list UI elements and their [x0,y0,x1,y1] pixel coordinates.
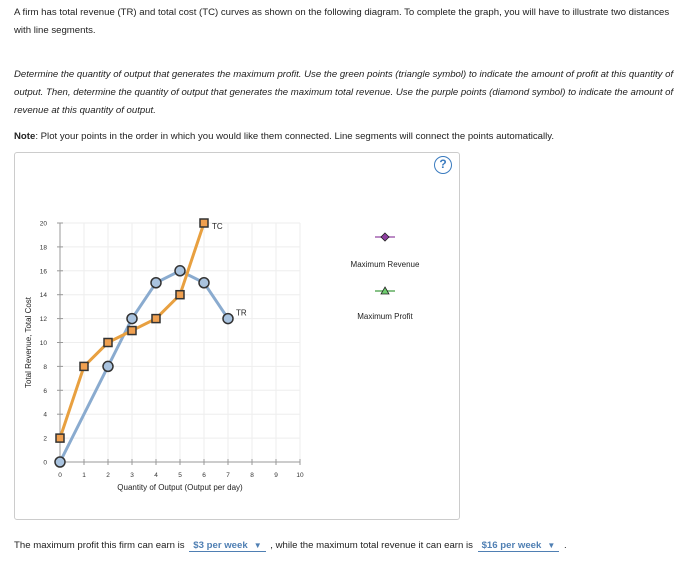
legend-max-revenue-label: Maximum Revenue [350,260,420,269]
tc-point [80,362,88,370]
x-tick-label: 8 [250,472,254,479]
profit-dropdown[interactable] [189,540,265,552]
y-tick-label: 2 [43,435,47,443]
tc-point [128,327,136,335]
note-label: Note [14,131,36,142]
series-label-tr: TR [236,308,247,318]
y-tick-label: 12 [39,316,47,324]
profit-dropdown-value: $3 per week [193,540,248,551]
x-tick-label: 7 [226,472,230,479]
tc-point [152,315,160,323]
y-tick-label: 16 [39,268,47,276]
answer-suffix: . [563,540,567,551]
answer-sentence [14,540,567,552]
x-tick-label: 2 [106,472,110,479]
x-tick-label: 5 [178,472,182,479]
tr-point [199,278,209,288]
tc-point [56,434,64,442]
help-icon[interactable]: ? [434,156,452,174]
tr-point [151,278,161,288]
y-tick-label: 6 [43,387,47,395]
tr-point [127,314,137,324]
note-body: : Plot your points in the order in which you would like them connected. Line segments will connect the points automatically. [35,131,555,142]
x-tick-label: 0 [58,472,62,479]
revenue-dropdown[interactable] [478,540,560,552]
intro-text: A firm has total revenue (TR) and total cost (TC) curves as shown on the following diagram. To complete the graph, you will have to illustrate two distances with line segments. [14,7,670,36]
instructions-text: Determine the quantity of output that generates the maximum profit. Use the green points (triangle symbol) to indicate the amount of profit at this quantity of output. Then, determine the quantity of output that generates the maximum total revenue. Use the purple points (diamond symbol) to indicate the amount of revenue at this quantity of output. [14,69,674,116]
y-tick-label: 18 [39,244,47,252]
x-tick-label: 9 [274,472,278,479]
x-tick-label: 6 [202,472,206,479]
y-tick-label: 4 [43,411,47,419]
tr-point [103,361,113,371]
y-tick-label: 8 [43,363,47,371]
x-axis-label: Quantity of Output (Output per day) [117,483,243,492]
diamond-icon [381,233,389,241]
chevron-down-icon: ▼ [253,541,262,550]
y-tick-label: 14 [39,292,47,300]
legend-max-profit-label: Maximum Profit [357,312,413,321]
tc-point [176,291,184,299]
tr-point [223,314,233,324]
series-label-tc: TC [212,222,223,231]
answer-prefix: The maximum profit this firm can earn is [14,540,185,551]
tr-point [55,457,65,467]
y-tick-label: 10 [39,340,47,347]
answer-middle: , while the maximum total revenue it can earn is [270,540,473,551]
y-axis-label: Total Revenue, Total Cost [24,296,33,389]
tc-point [104,339,112,347]
x-tick-label: 10 [296,472,304,479]
revenue-dropdown-value: $16 per week [481,540,542,551]
tc-point [200,219,208,227]
x-tick-label: 4 [154,472,158,479]
chevron-down-icon: ▼ [547,541,556,550]
y-tick-label: 0 [43,459,47,467]
y-tick-label: 20 [39,220,47,228]
x-tick-label: 3 [130,472,134,479]
x-tick-label: 1 [82,472,86,479]
tr-point [175,266,185,276]
